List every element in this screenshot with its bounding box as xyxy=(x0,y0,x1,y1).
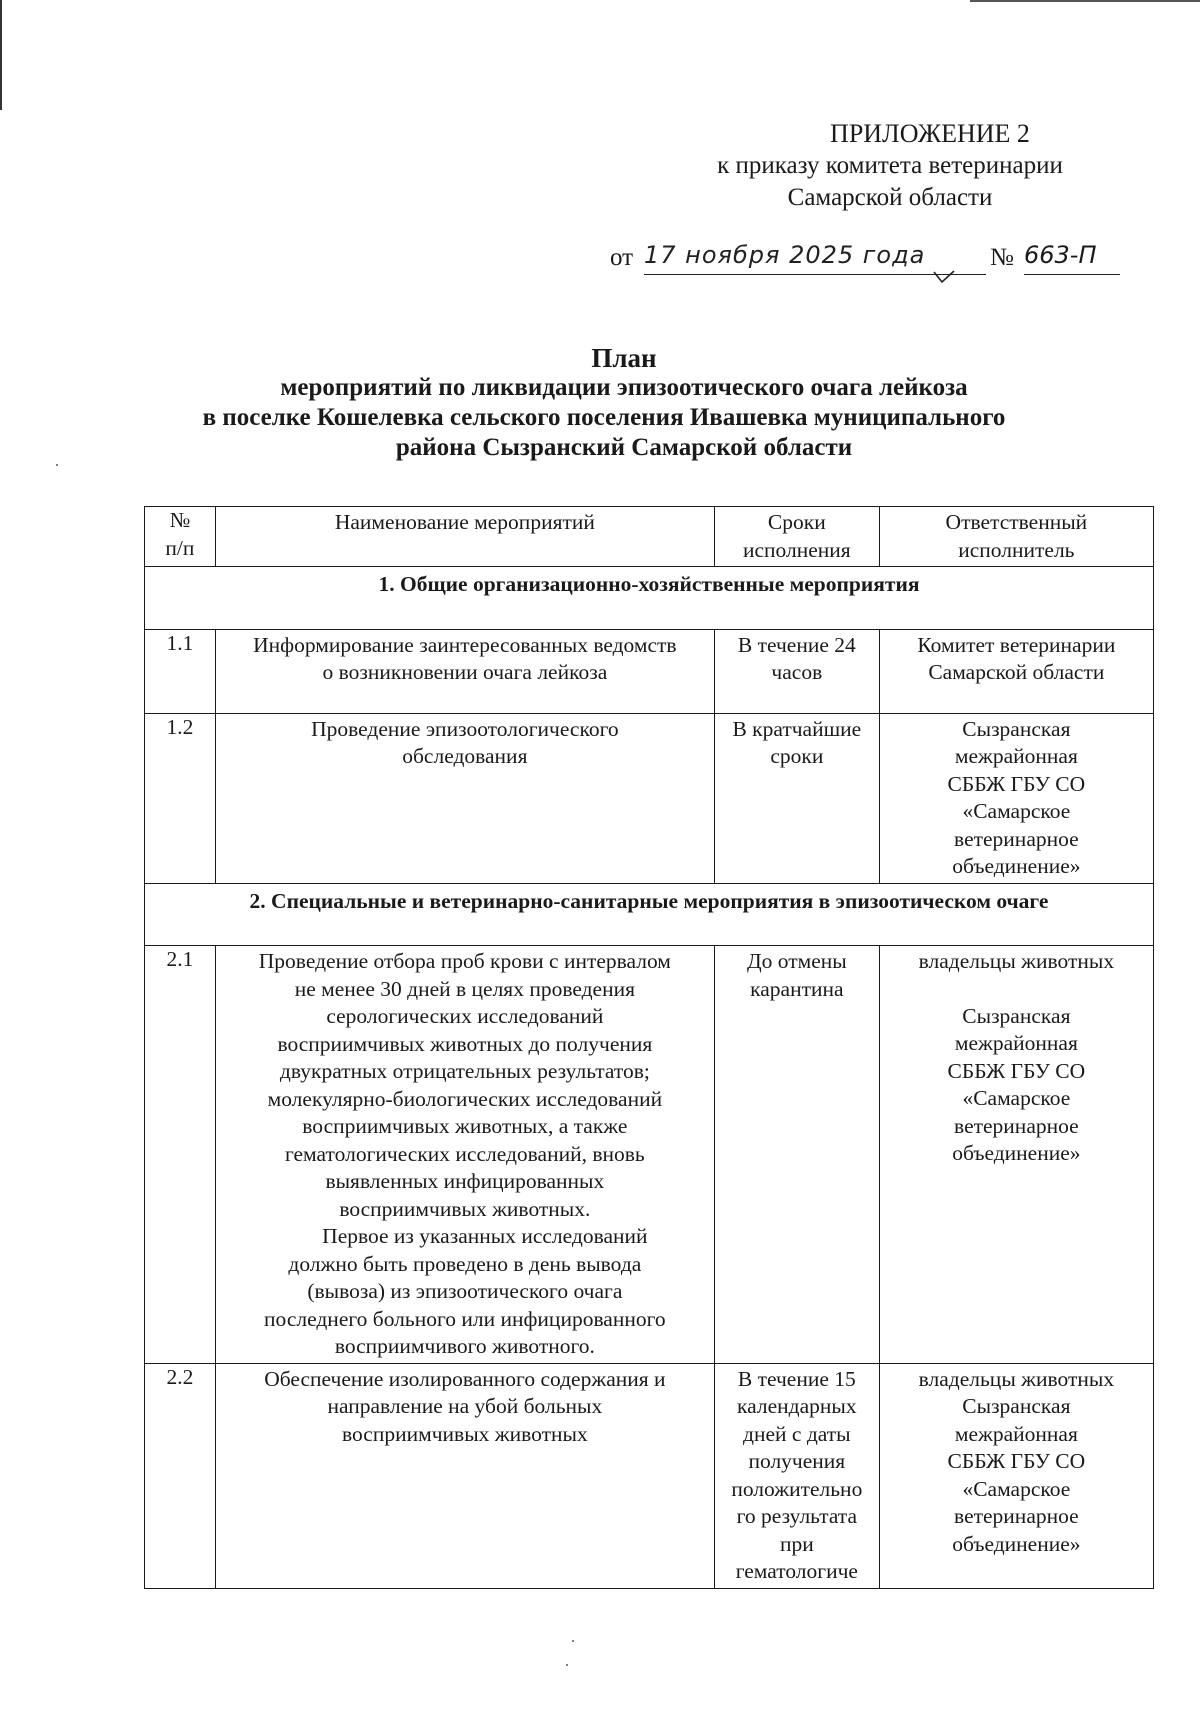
cell-line: объединение» xyxy=(952,1141,1081,1165)
cell-line: Комитет ветеринарии xyxy=(917,632,1116,657)
cell-line: Сызранская xyxy=(962,1394,1071,1418)
cell-line: межрайонная xyxy=(954,1031,1078,1055)
cell-line: «Самарское xyxy=(962,1086,1071,1110)
cell-line: ветеринарное xyxy=(954,1113,1079,1138)
row-name xyxy=(215,1363,714,1588)
plan-subtitle-line: района Сызранский Самарской области xyxy=(395,434,853,461)
header-num xyxy=(145,507,216,567)
cell-line: ветеринарное xyxy=(954,826,1079,851)
header-text: Сроки xyxy=(767,510,826,534)
order-date-handwritten: 17 ноября 2025 года xyxy=(644,240,986,275)
cell-line-text: Первое из указанных исследований xyxy=(322,1224,648,1248)
cell-line: часов xyxy=(771,660,823,684)
cell-line: Сызранская xyxy=(962,1003,1071,1028)
order-number-handwritten: 663-П xyxy=(1024,240,1120,275)
cell-line: выявленных инфицированных xyxy=(325,1169,605,1193)
cell-line: карантина xyxy=(750,976,844,1001)
section-row xyxy=(145,883,1154,946)
row-term xyxy=(714,1363,879,1588)
row-num: 1.1 xyxy=(145,629,216,713)
order-line xyxy=(610,240,1130,290)
cell-line: владельцы животных xyxy=(918,949,1115,973)
appendix-line: к приказу комитета ветеринарии xyxy=(717,152,1063,179)
cell-line: восприимчивого животного. xyxy=(334,1334,595,1358)
cell-line: Сызранская xyxy=(962,716,1071,741)
cell-line xyxy=(222,1223,708,1251)
scan-speck xyxy=(572,1640,574,1642)
cell-line: межрайонная xyxy=(954,744,1078,768)
cell-line: объединение» xyxy=(952,854,1081,878)
row-name xyxy=(215,629,714,713)
header-resp xyxy=(879,507,1153,567)
row-resp xyxy=(879,713,1153,883)
plan-title-block xyxy=(0,343,1200,463)
cell-line: не менее 30 дней в целях проведения xyxy=(294,976,635,1001)
cell-line: Обеспечение изолированного содержания и xyxy=(264,1366,666,1391)
section-title: 2. Специальные и ветеринарно-санитарные мероприятия в эпизоотическом очаге xyxy=(145,883,1154,946)
header-text: Наименование мероприятий xyxy=(334,510,595,534)
cell-line: серологических исследований xyxy=(326,1004,604,1028)
row-num: 1.2 xyxy=(145,713,216,883)
cell-line: Самарской области xyxy=(928,660,1105,684)
cell-line: восприимчивых животных, а также xyxy=(302,1114,628,1138)
cell-line: До отмены xyxy=(746,949,847,973)
scan-speck xyxy=(56,464,58,466)
cell-line: двукратных отрицательных результатов; xyxy=(279,1059,650,1083)
table-row xyxy=(145,629,1154,713)
order-prefix: от xyxy=(610,244,634,271)
table-row xyxy=(145,713,1154,883)
cell-line: Проведение отбора проб крови с интервалом xyxy=(258,949,671,973)
cell-line: В кратчайшие xyxy=(732,716,862,741)
cell-line: СББЖ ГБУ СО xyxy=(947,771,1086,796)
cell-line: В течение 24 xyxy=(737,632,856,657)
table-row xyxy=(145,946,1154,1364)
cell-line: о возникновении очага лейкоза xyxy=(322,660,608,684)
appendix-header xyxy=(670,118,1110,214)
plan-table xyxy=(144,506,1154,1589)
header-text: исполнения xyxy=(742,537,851,562)
cell-line: «Самарское xyxy=(962,1476,1071,1501)
cell-line: СББЖ ГБУ СО xyxy=(947,1449,1086,1473)
header-text: п/п xyxy=(165,535,195,560)
cell-line: дней с даты xyxy=(743,1421,851,1446)
cell-line: восприимчивых животных xyxy=(342,1421,588,1446)
header-text: Ответственный xyxy=(945,510,1088,534)
row-resp xyxy=(879,629,1153,713)
header-text: № xyxy=(169,508,191,532)
row-resp xyxy=(879,1363,1153,1588)
section-row xyxy=(145,567,1154,630)
cell-line: обследования xyxy=(402,744,528,768)
row-num: 2.1 xyxy=(145,946,216,1364)
scan-edge-left xyxy=(0,0,2,110)
row-term xyxy=(714,629,879,713)
section-title: 1. Общие организационно-хозяйственные мероприятия xyxy=(145,567,1154,630)
plan-title: План xyxy=(591,343,657,373)
row-name xyxy=(215,946,714,1364)
appendix-title: ПРИЛОЖЕНИЕ 2 xyxy=(830,119,1030,148)
table-header-row xyxy=(145,507,1154,567)
scan-edge-top xyxy=(970,0,1200,2)
cell-line: получения xyxy=(748,1449,846,1473)
header-term xyxy=(714,507,879,567)
cell-line: Проведение эпизоотологического xyxy=(311,716,619,741)
cell-line: го результата xyxy=(736,1504,858,1528)
cell-line: календарных xyxy=(737,1394,857,1418)
cell-line: молекулярно-биологических исследований xyxy=(267,1086,663,1111)
cell-line: межрайонная xyxy=(954,1421,1078,1446)
cell-line: (вывоза) из эпизоотического очага xyxy=(307,1279,623,1303)
cell-line: последнего больного или инфицированного xyxy=(264,1306,666,1331)
cell-line: объединение» xyxy=(952,1531,1081,1556)
row-resp xyxy=(879,946,1153,1364)
scan-speck xyxy=(566,1664,568,1666)
cell-line: СББЖ ГБУ СО xyxy=(947,1058,1086,1083)
plan-subtitle-line: в поселке Кошелевка сельского поселения Ивашевка муниципального xyxy=(202,404,1006,431)
order-number-sign: № xyxy=(990,244,1014,271)
check-mark-icon xyxy=(932,270,956,284)
cell-line: сроки xyxy=(770,744,824,768)
plan-subtitle-line: мероприятий по ликвидации эпизоотического очага лейкоза xyxy=(280,374,968,401)
cell-line: В течение 15 xyxy=(737,1366,856,1391)
cell-line: восприимчивых животных до получения xyxy=(277,1031,653,1056)
row-num: 2.2 xyxy=(145,1363,216,1588)
cell-line: направление на убой больных xyxy=(327,1394,603,1418)
appendix-line: Самарской области xyxy=(787,184,993,211)
cell-line: должно быть проведено в день вывода xyxy=(288,1251,642,1276)
cell-line: гематологиче xyxy=(735,1559,858,1583)
header-name xyxy=(215,507,714,567)
row-name xyxy=(215,713,714,883)
row-term xyxy=(714,713,879,883)
cell-line: восприимчивых животных. xyxy=(339,1196,591,1221)
cell-line: при xyxy=(779,1531,814,1556)
cell-line: ветеринарное xyxy=(954,1504,1079,1528)
row-term xyxy=(714,946,879,1364)
cell-line: положительно xyxy=(731,1476,863,1501)
header-text: исполнитель xyxy=(958,537,1075,562)
cell-line: «Самарское xyxy=(962,799,1071,823)
table-row xyxy=(145,1363,1154,1588)
cell-line: Информирование заинтересованных ведомств xyxy=(253,632,677,657)
cell-line: владельцы животных xyxy=(918,1366,1115,1391)
cell-line: гематологических исследований, вновь xyxy=(284,1141,645,1166)
